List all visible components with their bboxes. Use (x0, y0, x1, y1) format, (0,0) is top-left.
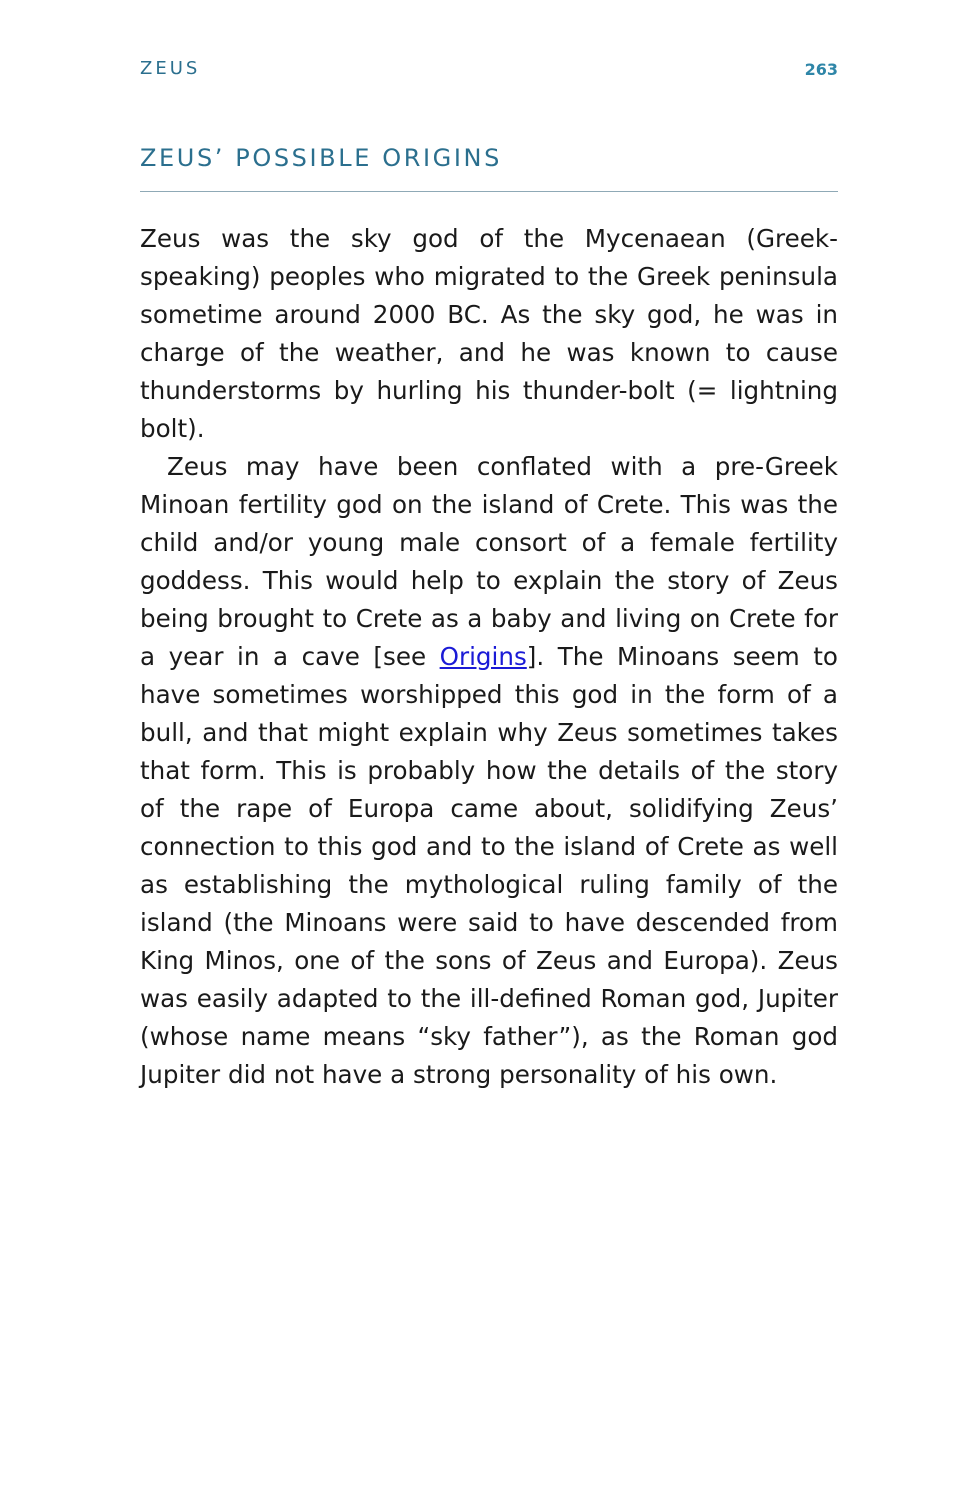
section-divider (140, 191, 838, 192)
paragraph-2 (140, 448, 838, 1094)
running-header (140, 58, 838, 84)
paragraph-1: Zeus was the sky god of the Mycenaean (Greek-speaking) peoples who migrated to the Greek peninsula sometime around 2000 BC. As the sky god, he was in charge of the weather, and he was known to cause thunderstorms by hurling his thunder-bolt (= lightning bolt). (140, 224, 838, 443)
section-title: ZEUS’ POSSIBLE ORIGINS (140, 144, 502, 172)
paragraph-2-text-after-link: ]. The Minoans seem to have sometimes worshipped this god in the form of a bull, and that might explain why Zeus sometimes takes that form. This is probably how the details of the story of the rape of Europa came about, solidifying Zeus’ connection to this god and to the island of Crete as well as establishing the mythological ruling family of the island (the Minoans were said to have descended from King Minos, one of the sons of Zeus and Europa). Zeus was easily adapted to the ill-defined Roman god, Jupiter (whose name means “sky father”), as the Roman god Jupiter did not have a strong personality of his own. (140, 642, 838, 1089)
paragraph-2-text-before-link: Zeus may have been conflated with a pre-Greek Minoan fertility god on the island of Crete. This was the child and/or young male consort of a female fertility goddess. This would help to explain the story of Zeus being brought to Crete as a baby and living on Crete for a year in a cave [see (140, 452, 838, 671)
running-title: ZEUS (140, 58, 201, 79)
page-number: 263 (804, 60, 838, 79)
origins-link[interactable]: Origins (439, 642, 527, 671)
body-text (140, 220, 838, 1094)
